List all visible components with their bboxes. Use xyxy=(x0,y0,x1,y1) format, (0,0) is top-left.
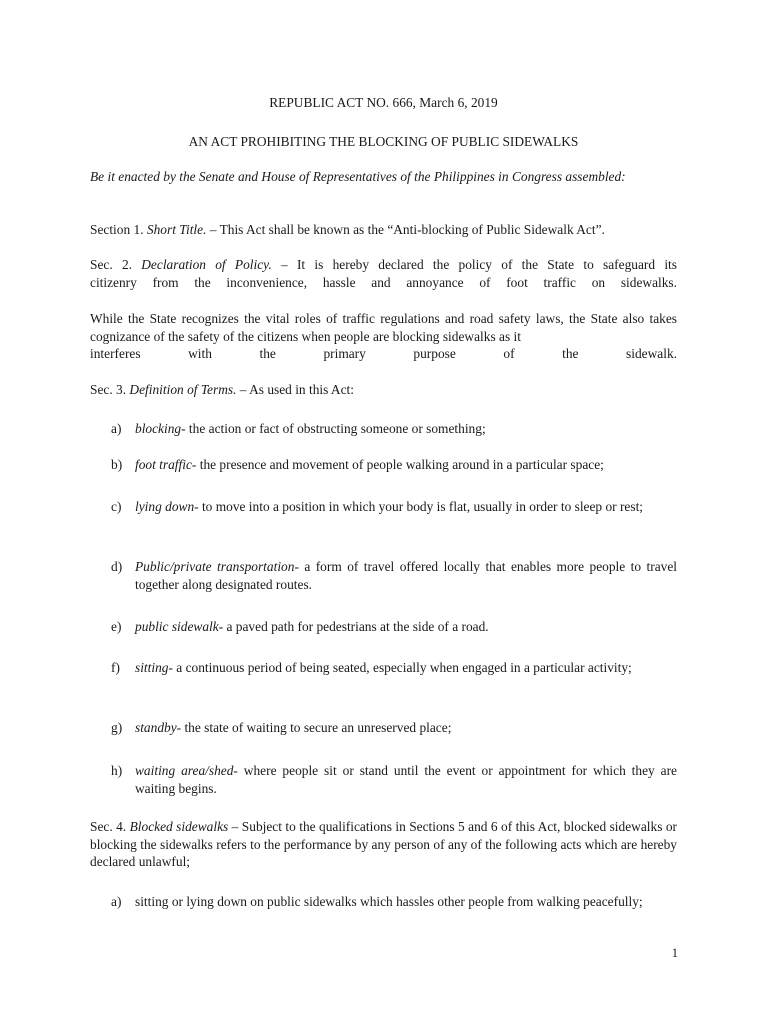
definition-term: foot traffic xyxy=(135,457,192,472)
policy-paragraph-last-line: interferes with the primary purpose of the sidewalk. xyxy=(90,346,677,361)
definition-text xyxy=(135,558,677,593)
act-header: REPUBLIC ACT NO. 666, March 6, 2019 xyxy=(269,95,498,110)
definition-body: - to move into a position in which your body is flat, usually in order to sleep or rest; xyxy=(194,499,644,514)
definition-body: - the state of waiting to secure an unreserved place; xyxy=(176,720,452,735)
section-4-body: – Subject to the qualifications in Sections 5 and 6 of this Act, blocked sidewalks or blocking the sidewalks refers to the performance by any person of any of the following acts which are hereby declared unlawful; xyxy=(90,819,677,869)
definition-term: public sidewalk xyxy=(135,619,219,634)
definition-body: - a form of travel offered locally that enables more people to travel together along designated routes. xyxy=(135,559,677,592)
section-1-body: – This Act shall be known as the “Anti-blocking of Public Sidewalk Act”. xyxy=(206,222,605,237)
item-label: g) xyxy=(111,720,123,735)
section-2 xyxy=(90,256,677,291)
act-title: AN ACT PROHIBITING THE BLOCKING OF PUBLIC SIDEWALKS xyxy=(188,134,579,149)
section-2-body: – It is hereby declared the policy of the State to safeguard its xyxy=(271,257,677,272)
section-4-number: Sec. 4. xyxy=(90,819,130,834)
enacting-clause-text: Be it enacted by the Senate and House of Representatives of the Philippines in Congress assembled: xyxy=(90,169,626,184)
definition-text xyxy=(135,762,677,797)
unlawful-act-text: sitting or lying down on public sidewalks which hassles other people from walking peacefully; xyxy=(135,894,643,909)
item-label: a) xyxy=(111,421,122,436)
definition-term: blocking xyxy=(135,421,182,436)
section-4-heading: Blocked sidewalks xyxy=(129,819,229,834)
section-1 xyxy=(90,221,677,239)
definition-text xyxy=(135,498,677,516)
item-label: h) xyxy=(111,763,123,778)
definition-body: - where people sit or stand until the event or appointment for which they are waiting begins. xyxy=(135,763,678,796)
item-label: d) xyxy=(111,559,123,574)
definition-term: sitting xyxy=(135,660,169,675)
section-3-heading: Definition of Terms. xyxy=(129,382,237,397)
definition-body: - a paved path for pedestrians at the side of a road. xyxy=(218,619,489,634)
definition-term: standby xyxy=(135,720,177,735)
item-label: a) xyxy=(111,894,122,909)
item-label: e) xyxy=(111,619,122,634)
item-label: c) xyxy=(111,499,122,514)
definition-body: - a continuous period of being seated, especially when engaged in a particular activity; xyxy=(168,660,632,675)
item-label: f) xyxy=(111,660,120,675)
policy-paragraph xyxy=(90,310,677,363)
section-3 xyxy=(90,381,677,399)
section-3-number: Sec. 3. xyxy=(90,382,130,397)
definition-term: waiting area/shed xyxy=(135,763,234,778)
section-1-heading: Short Title. xyxy=(146,222,207,237)
enacting-clause xyxy=(90,168,677,186)
definition-body: - the presence and movement of people walking around in a particular space; xyxy=(191,457,604,472)
section-2-line-1 xyxy=(90,256,677,274)
item-label: b) xyxy=(111,457,123,472)
definition-text xyxy=(135,618,677,636)
section-4 xyxy=(90,818,677,871)
definition-term: lying down xyxy=(135,499,195,514)
section-3-body: – As used in this Act: xyxy=(236,382,354,397)
definition-body: - the action or fact of obstructing someone or something; xyxy=(181,421,486,436)
section-2-line-2: citizenry from the inconvenience, hassle and annoyance of foot traffic on sidewalks. xyxy=(90,274,677,290)
section-1-number: Section 1. xyxy=(90,222,147,237)
section-2-number: Sec. 2. xyxy=(90,257,142,272)
definition-text xyxy=(135,420,677,438)
policy-paragraph-text: While the State recognizes the vital roles of traffic regulations and road safety laws, the State also takes cognizance of the safety of the citizens when people are blocking sidewalks as it xyxy=(90,311,677,344)
definition-text xyxy=(135,659,677,677)
definition-term: Public/private transportation xyxy=(135,559,295,574)
definition-text xyxy=(135,456,677,474)
section-2-heading: Declaration of Policy. xyxy=(141,257,272,272)
page-number: 1 xyxy=(671,946,678,960)
definition-text xyxy=(135,719,677,737)
